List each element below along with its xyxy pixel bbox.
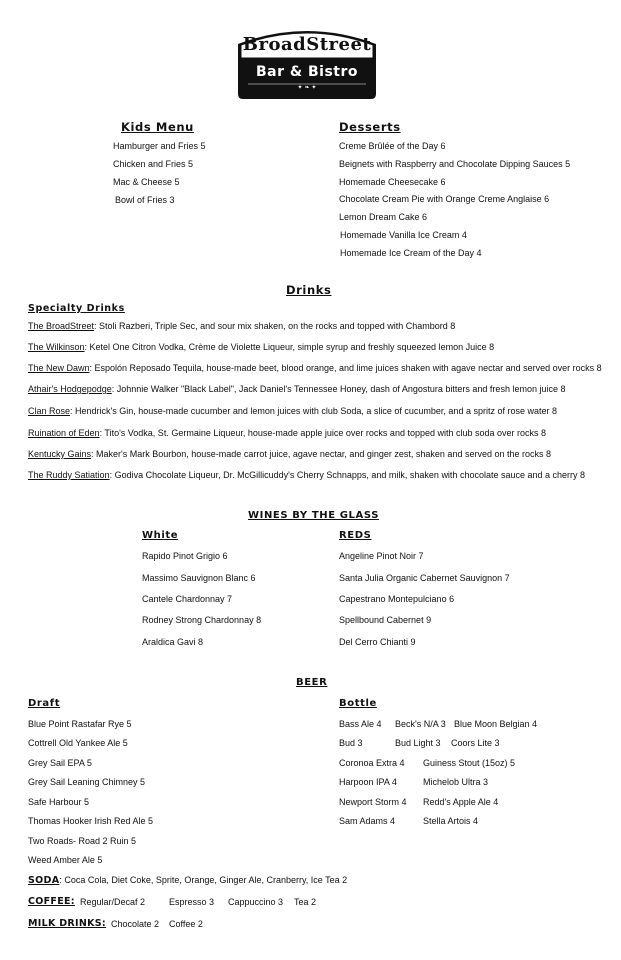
soda-label: SODA [28, 875, 60, 886]
specialty-drink [28, 406, 557, 416]
white-wine-item: Araldica Gavi 8 [142, 637, 204, 647]
drinks-title: Drinks [286, 283, 332, 297]
draft-beer-item: Grey Sail EPA 5 [28, 758, 92, 768]
logo-line2: Bar & Bistro [256, 64, 358, 80]
red-wine-item: Del Cerro Chianti 9 [339, 637, 416, 647]
drink-desc: : Tito's Vodka, St. Germaine Liqueur, house-made apple juice over rocks and topped with club soda over rocks 8 [99, 428, 547, 438]
drink-desc: : Maker's Mark Bourbon, house-made carrot juice, agave nectar, and ginger zest, shaken and served on the rocks 8 [91, 449, 551, 459]
specialty-drink [28, 363, 602, 373]
kids-item: Mac & Cheese 5 [113, 177, 180, 187]
dessert-item: Homemade Cheesecake 6 [339, 177, 446, 187]
specialty-drink [28, 470, 585, 480]
dessert-item: Homemade Ice Cream of the Day 4 [340, 248, 482, 258]
white-wines-title: White [142, 530, 179, 541]
drink-name: Clan Rose [28, 406, 71, 416]
white-wine-item: Cantele Chardonnay 7 [142, 594, 233, 604]
specialty-drink [28, 384, 565, 394]
white-wine-item: Rapido Pinot Grigio 6 [142, 551, 228, 561]
bottle-beer-item: Beck's N/A 3 [395, 719, 446, 729]
white-wine-item: Massimo Sauvignon Blanc 6 [142, 573, 256, 583]
bottle-beer-item: Redd's Apple Ale 4 [423, 797, 499, 807]
coffee-label: COFFEE: [28, 896, 75, 907]
drink-name: Athair's Hodgepodge [28, 384, 112, 394]
specialty-drink [28, 428, 546, 438]
bottle-beer-item: Coronoa Extra 4 [339, 758, 405, 768]
drink-name: Ruination of Eden [28, 428, 100, 438]
draft-beer-item: Safe Harbour 5 [28, 797, 90, 807]
bottle-title: Bottle [339, 698, 377, 709]
drink-desc: : Johnnie Walker "Black Label", Jack Daniel's Tennessee Honey, dash of Angostura bitters and fresh lemon juice 8 [111, 384, 566, 394]
red-wines-title: REDS [339, 530, 372, 541]
coffee-item: Cappuccino 3 [228, 897, 284, 907]
milk-drinks-label: MILK DRINKS: [28, 918, 106, 929]
coffee-item: Regular/Decaf 2 [80, 897, 146, 907]
dessert-item: Lemon Dream Cake 6 [339, 212, 428, 222]
soda-text: : Coca Cola, Diet Coke, Sprite, Orange, Ginger Ale, Cranberry, Ice Tea 2 [59, 875, 348, 885]
draft-title: Draft [28, 698, 61, 709]
bottle-beer-item: Michelob Ultra 3 [423, 777, 489, 787]
broadstreet-logo-graphic [234, 20, 380, 100]
svg-text:✦ ❧ ✦: ✦ ❧ ✦ [297, 84, 317, 91]
red-wine-item: Capestrano Montepulciano 6 [339, 594, 455, 604]
drink-desc: : Ketel One Citron Vodka, Crème de Violette Liqueur, simple syrup and freshly squeezed lemon Juice 8 [84, 342, 495, 352]
bottle-beer-item: Guiness Stout (15oz) 5 [423, 758, 516, 768]
red-wine-item: Santa Julia Organic Cabernet Sauvignon 7 [339, 573, 510, 583]
specialty-drink [28, 342, 494, 352]
coffee-item: Espresso 3 [169, 897, 215, 907]
bottle-beer-item: Bud 3 [339, 738, 363, 748]
draft-beer-item: Cottrell Old Yankee Ale 5 [28, 738, 128, 748]
dessert-item: Homemade Vanilla Ice Cream 4 [340, 230, 467, 240]
bottle-beer-item: Harpoon IPA 4 [339, 777, 397, 787]
drink-desc: : Hendrick's Gin, house-made cucumber and lemon juices with club Soda, a slice of cucumber, and a spritz of rose water 8 [70, 406, 557, 416]
wines-title: WINES BY THE GLASS [248, 510, 380, 521]
drink-desc: : Espolón Reposado Tequila, house-made beet, blood orange, and lime juices shaken with agave nectar and served over rocks 8 [89, 363, 602, 373]
drink-name: The Ruddy Satiation [28, 470, 110, 480]
kids-item: Bowl of Fries 3 [115, 195, 175, 205]
kids-item: Chicken and Fries 5 [113, 159, 194, 169]
draft-beer-item: Grey Sail Leaning Chimney 5 [28, 777, 146, 787]
drink-name: Kentucky Gains [28, 449, 92, 459]
draft-beer-item: Thomas Hooker Irish Red Ale 5 [28, 816, 154, 826]
draft-beer-item: Blue Point Rastafar Rye 5 [28, 719, 132, 729]
drink-name: The New Dawn [28, 363, 90, 373]
bottle-beer-item: Sam Adams 4 [339, 816, 396, 826]
milk-drink-item: Coffee 2 [169, 919, 203, 929]
draft-beer-item: Two Roads- Road 2 Ruin 5 [28, 836, 137, 846]
red-wine-item: Angeline Pinot Noir 7 [339, 551, 424, 561]
white-wine-item: Rodney Strong Chardonnay 8 [142, 615, 262, 625]
bottle-beer-item: Bass Ale 4 [339, 719, 382, 729]
bottle-beer-item: Newport Storm 4 [339, 797, 407, 807]
specialty-drinks-title: Specialty Drinks [28, 303, 125, 314]
milk-drink-item: Chocolate 2 [111, 919, 160, 929]
specialty-drink [28, 449, 551, 459]
bottle-beer-item: Bud Light 3 [395, 738, 441, 748]
bottle-beer-item: Blue Moon Belgian 4 [454, 719, 538, 729]
draft-beer-item: Weed Amber Ale 5 [28, 855, 103, 865]
drink-desc: : Stoli Razberi, Triple Sec, and sour mix shaken, on the rocks and topped with Chambord 8 [94, 321, 456, 331]
bottle-beer-item: Stella Artois 4 [423, 816, 479, 826]
logo [234, 20, 380, 100]
beer-title: BEER [296, 677, 328, 688]
drink-desc: : Godiva Chocolate Liqueur, Dr. McGillicuddy's Cherry Schnapps, and milk, shaken with chocolate sauce and a cherry 8 [109, 470, 586, 480]
soda-line [28, 875, 347, 886]
logo-line1: BroadStreet [242, 34, 372, 55]
dessert-item: Creme Brûlée of the Day 6 [339, 141, 446, 151]
desserts-title: Desserts [339, 120, 401, 134]
drink-name: The Wilkinson [28, 342, 85, 352]
kids-menu-title: Kids Menu [121, 120, 194, 134]
bottle-beer-item: Coors Lite 3 [451, 738, 500, 748]
dessert-item: Chocolate Cream Pie with Orange Creme Anglaise 6 [339, 194, 550, 204]
kids-item: Hamburger and Fries 5 [113, 141, 206, 151]
dessert-item: Beignets with Raspberry and Chocolate Dipping Sauces 5 [339, 159, 571, 169]
red-wine-item: Spellbound Cabernet 9 [339, 615, 432, 625]
specialty-drink [28, 321, 455, 331]
drink-name: The BroadStreet [28, 321, 95, 331]
coffee-item: Tea 2 [294, 897, 317, 907]
